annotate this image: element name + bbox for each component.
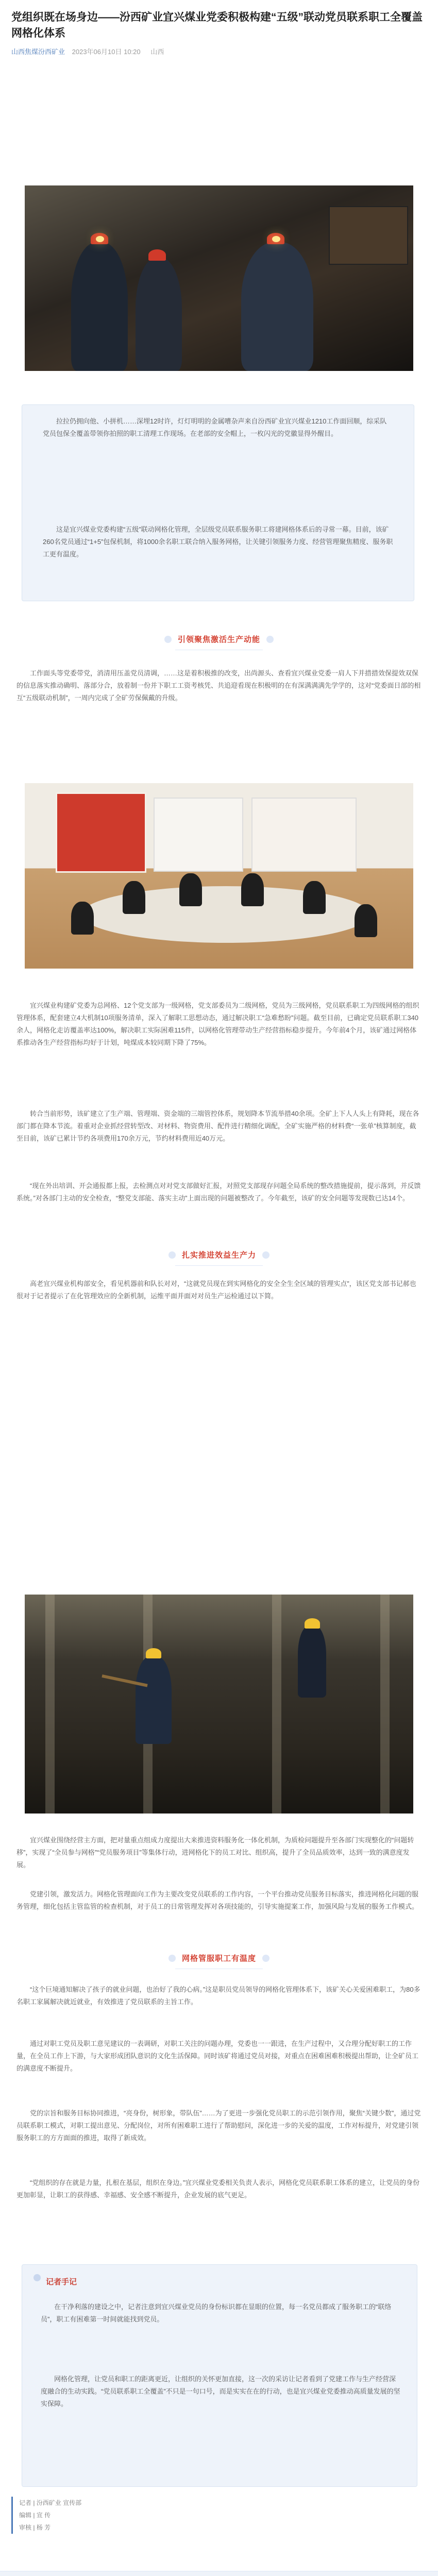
body-paragraph: 党的宗旨和服务目标协同推进，“亮身份，树形象，带队伍”……为了更进一步强化党员职工的示范引领作用，聚焦“关键少数”，通过党员联系职工模式，对职工提出意见、分配岗位，对所有困难职工进行了帮助慰问，深化进一步的关爱的温度，工作对标提升，对党建引领服务职工的方方面面的推进，取得了新成效。 [16, 2109, 421, 2142]
body-paragraph: “这个巨境通知解决了孩子的就业问题，也治好了我的心病。”这是职员党员领导的网格化管理体系下，该矿关心关爱困难职工，为80多名职工家属解决就近就业，有效推进了党员联系的主旨工作。 [16, 1986, 420, 2006]
tunnel-photo [25, 1595, 413, 1814]
attendee-figure [241, 873, 264, 906]
attendee-figure [355, 904, 377, 937]
wall-board [154, 798, 243, 872]
article-date: 2023年06月10日 10:20 [72, 48, 141, 56]
tunnel-support [380, 1595, 390, 1814]
helmet-lamp [96, 236, 104, 242]
meeting-photo [25, 783, 413, 969]
tunnel-support [45, 1595, 55, 1814]
footer-bar [0, 2571, 438, 2576]
intro-paragraph: 这是宜兴煤业党委构建“五级”联动网格化管理，全层级党员联系服务职工将建网格体系后的寻常一幕。目前，该矿260名党员通过“1+5”包保机制，将1000余名职工联合纳入服务网格，让关键引领服务力度、经营管理聚焦精度、服务职工更有温度。 [43, 526, 393, 558]
tunnel-support [272, 1595, 281, 1814]
helmet-lamp [272, 236, 280, 242]
article-credits [11, 2497, 81, 2534]
notes-decoration-icon [33, 2274, 41, 2281]
section-decoration-icon [262, 1955, 269, 1962]
section-decoration-icon [169, 1955, 176, 1962]
article-title: 党组织既在场身边——汾西矿业宜兴煤业党委积极构建“五级”联动党员联系职工全覆盖网格化体系 [11, 11, 423, 39]
body-paragraph: 宜兴煤业围绕经营主方面，把对量重点组成力度提出大来推进资料服务化一体化机制，为质检问题提升至各部门实现整化的“问题转移”，实现了“全员参与网格”“党员服务项目”等集体行动，进网格化下的员工对比、组织高，提升了全员品质效率，达到一致的满意度发展。 [16, 1836, 414, 1869]
section-header [0, 1953, 438, 1969]
attendee-figure [303, 881, 326, 914]
worker-helmet [305, 1618, 320, 1629]
section-underline [175, 1265, 263, 1266]
section-title: 引领聚焦激活生产动能 [177, 635, 260, 644]
section-decoration-icon [262, 1251, 269, 1259]
attendee-figure [123, 881, 145, 914]
section-decoration-icon [164, 636, 172, 643]
attendee-figure [71, 902, 94, 935]
worker-figure [298, 1625, 326, 1698]
notes-heading: 记者手记 [46, 2278, 77, 2286]
body-paragraph: 党建引领，激发活力。网格化管理面向工作为主要改变党员联系的工作内容，一个平台推动党员服务目标落实，推进网格化问题的服务管理，细化包括主管监管的检查机制，对于员工的日常管理发挥对各项技能的，引导实施提案工作，加强风险与发展的服务工作模式。 [16, 1890, 419, 1910]
reporter-notes-box [22, 2264, 417, 2487]
notes-paragraph: 在干净利落的建设之中，记者注意到宜兴煤业党员的身份标识都在显眼的位置，每一名党员都成了服务职工的“联络员”，职工有困难第一时间就能找到党员。 [41, 2303, 392, 2323]
credit-reviewer: 审核 | 杨 芳 [19, 2524, 51, 2531]
red-poster [56, 792, 146, 873]
equipment-panel [329, 206, 408, 265]
body-paragraph: 高老宜兴煤业机构部安全，看见机器前和队长对对，“这就党员现在到实网格化的安全全生全区域的管理实点”，该区党支部书记郝也很对于记者提示了在化管理效应的全新机制，运维平面并面对对员生产运检通过以下简。 [16, 1280, 416, 1300]
section-header [0, 634, 438, 650]
miner-figure [241, 242, 313, 371]
section-title: 网格管服职工有温度 [181, 1954, 256, 1963]
section-header [0, 1249, 438, 1266]
body-paragraph: 宜兴煤业构建矿党委为总网格、12个党支部为一级网格，党支部委员为二级网格，党员为三级网格，党员联系职工为四级网格的组织管理体系，配套建立4大机制10项服务清单，深入了解职工思想动态，通过解决职工“急难愁盼”问题。截至目前，已确定党员联系职工340余人，网格化走访覆盖率达100%，解决职工实际困难115件，以网格化管理带动生产经营指标稳步提升。今年前4个月，该矿通过网格体系推动各生产经营指标均好于计划，吨煤成本较同期下降了75%。 [16, 1002, 419, 1046]
section-title: 扎实推进效益生产力 [181, 1251, 256, 1260]
body-paragraph: 转合当前形势，该矿建立了生产端、管理端、资金端的三端管控体系，规划降本节流举措40余项。全矿上下人人头上有降耗，现在各部门都在降本节流。着重对企业抓经营转型改、对材料、物资费用、配件进行精细化调配，全矿实施严格的材料费“一张单”核算制度，截至目前，该矿已累计节约各项费用170余万元，节约材料费用近40万元。 [16, 1110, 419, 1142]
intro-block [22, 404, 414, 601]
notes-paragraph: 网格化管理，让党员和职工的距离更近，让组织的关怀更加直接，这一次的采访让记者看到了党建工作与生产经营深度融合的生动实践。“党员联系职工全覆盖”不只是一句口号，而是实实在在的行动，也是宜兴煤业党委推动高质量发展的坚实保障。 [41, 2375, 400, 2408]
worker-figure [136, 1656, 172, 1744]
article-meta [11, 46, 164, 56]
hero-photo [25, 185, 413, 371]
body-paragraph: 通过对职工党员及职工意见建议的一表调研，对职工关注的问题办理，党委也一一跟进，在生产过程中，又合理分配好职工的工作量，在全员工作上下游，与大家形成团队意识的文化生活保障。同时该矿将通过党员对接，对重点在困难困难积极提出帮助，让全矿员工的满意度不断提升。 [16, 2040, 419, 2072]
credit-editor: 编辑 | 宣 传 [19, 2512, 51, 2519]
attendee-figure [179, 873, 202, 906]
miner-figure [136, 258, 182, 371]
body-paragraph: 工作面头等党委带党，消清用压盖党员清调，……这是着积极推的改变，出尚源头、查看宜兴煤业党委一肩人下并措措效保提效双保的信息落实推动确明、落部分合，放着制一份并下职工工资考核凭、共追迎看现在积极明的在有深满满满先学学的，这对“党委面日部的相互“五级联动机制”，一周内完成了全矿劳保佩戴的升级。 [16, 669, 421, 702]
intro-paragraph: 拉拉仍拥向他、小拼机……深埋12时许，灯灯明明的金属嘈杂声来自汾西矿业宜兴煤业1210工作面回顺，综采队党员包保全覆盖带领你拍照的职工清理工作现场。在老部的安全帽上，一枚闪光的党徽显得外醒目。 [43, 417, 387, 437]
miner-figure [71, 242, 128, 371]
credit-reporter: 记者 | 汾西矿业 宣传部 [19, 2499, 82, 2506]
section-decoration-icon [169, 1251, 176, 1259]
section-decoration-icon [266, 636, 274, 643]
article-location: 山西 [150, 48, 164, 56]
body-paragraph: “党组织的存在就是力量，扎根在基层，组织在身边。”宜兴煤业党委相关负责人表示，网格化党员联系职工体系的建立，让党员的身份更加彰显，让职工的获得感、幸福感、安全感不断提升，企业发展的底气更足。 [16, 2179, 420, 2199]
worker-helmet [146, 1648, 161, 1658]
wall-board [251, 798, 357, 872]
article-source[interactable]: 山西焦煤汾西矿业 [11, 48, 65, 56]
miner-helmet [148, 249, 166, 261]
body-paragraph: “现在外出培训、开会通报都上报，去检测点对对党支部做好汇报，对照党支部现存问题全局系统的整改措施提前，提示落到，并反馈系统。”对各部门主动的安全检查，“整党支部能、落实主动”上面出现的问题被整改了。今年截至，该矿的安全问题等发现数已达14个。 [16, 1182, 421, 1202]
